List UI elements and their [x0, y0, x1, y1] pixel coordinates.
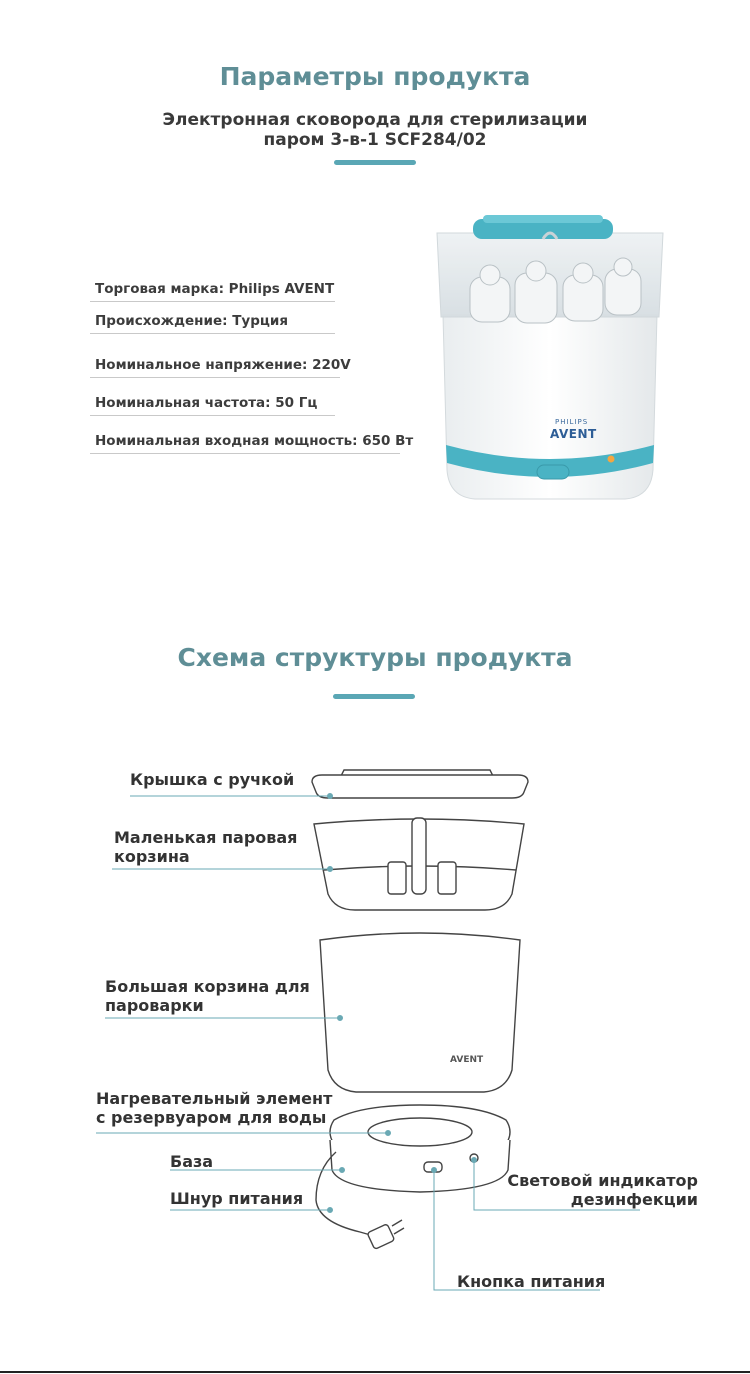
- label-heater: [96, 1089, 332, 1127]
- label-power-button-line1: Кнопка питания: [457, 1272, 606, 1291]
- spec-origin: Происхождение: Турция: [90, 313, 335, 334]
- brand-small: PHILIPS: [555, 418, 589, 426]
- spec-power: Номинальная входная мощность: 650 Вт: [90, 433, 400, 454]
- product-name-line2: паром 3-в-1 SCF284/02: [263, 130, 487, 150]
- label-base-line1: База: [170, 1152, 214, 1171]
- label-lid-line1: Крышка с ручкой: [130, 770, 295, 789]
- section-title-parameters: Параметры продукта: [219, 62, 531, 91]
- label-large-basket: [105, 977, 310, 1015]
- spec-voltage: Номинальное напряжение: 220V: [90, 357, 340, 378]
- label-small-basket-line1: Маленькая паровая: [114, 828, 298, 847]
- label-small-basket-line2: корзина: [114, 847, 190, 866]
- label-heater-line2: с резервуаром для воды: [96, 1108, 327, 1127]
- spec-frequency: Номинальная частота: 50 Гц: [90, 395, 335, 416]
- label-power-cord-line1: Шнур питания: [170, 1189, 304, 1208]
- brand-logo: AVENT: [550, 427, 597, 441]
- label-indicator-line2: дезинфекции: [570, 1190, 698, 1209]
- label-heater-line1: Нагревательный элемент: [96, 1089, 333, 1108]
- label-small-basket: [114, 828, 297, 866]
- label-power-cord: [170, 1189, 303, 1208]
- label-lid: [130, 770, 294, 789]
- spec-brand: Торговая марка: Philips AVENT: [90, 281, 335, 302]
- label-large-basket-line1: Большая корзина для: [105, 977, 310, 996]
- bottom-divider: [0, 1371, 750, 1373]
- product-name-line1: Электронная сковорода для стерилизации: [162, 110, 588, 130]
- svg-text:AVENT: AVENT: [450, 1055, 484, 1065]
- label-base: [170, 1152, 213, 1171]
- label-indicator: [490, 1171, 698, 1209]
- section-title-structure: Схема структуры продукта: [177, 643, 573, 672]
- label-power-button: [457, 1272, 605, 1291]
- label-indicator-line1: Световой индикатор: [507, 1171, 698, 1190]
- label-large-basket-line2: пароварки: [105, 996, 204, 1015]
